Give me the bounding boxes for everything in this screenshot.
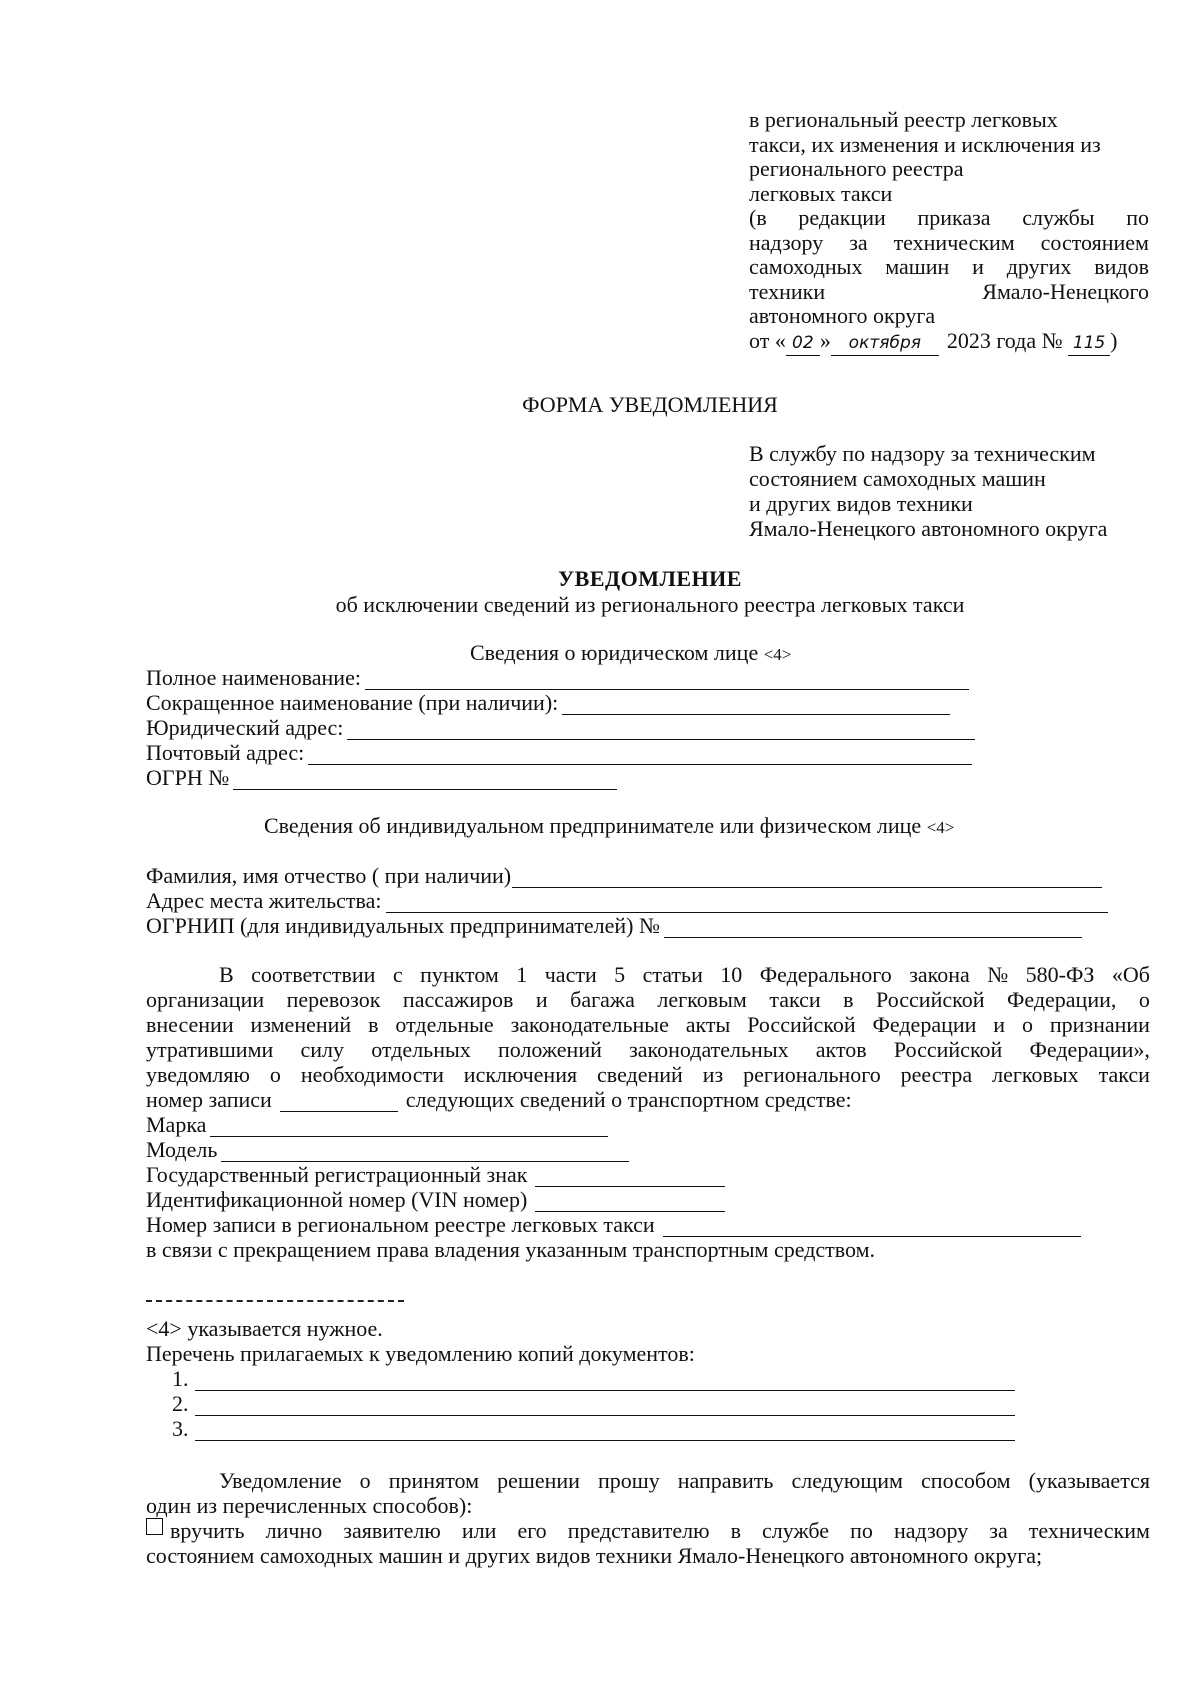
fio-blank[interactable] — [512, 868, 1102, 888]
word: самоходных — [749, 254, 863, 279]
ogrn-blank[interactable] — [233, 770, 617, 790]
word: необходимости — [300, 1062, 444, 1087]
brand-field[interactable] — [146, 1112, 608, 1137]
body-paragraph — [146, 962, 1150, 1087]
ogrn-label: ОГРН № — [146, 765, 230, 790]
date-number-handwritten: 115 — [1072, 332, 1106, 353]
word: его — [517, 1518, 547, 1543]
residence-address-blank[interactable] — [386, 893, 1108, 913]
model-blank[interactable] — [221, 1142, 629, 1162]
postal-address-blank[interactable] — [308, 745, 972, 765]
option-line-words — [170, 1518, 1150, 1543]
word: следующим — [791, 1468, 903, 1493]
word: В — [219, 962, 234, 987]
word: сведений — [597, 1062, 683, 1087]
word: 10 — [720, 962, 743, 987]
decision-line: один из перечисленных способов): — [146, 1493, 473, 1518]
word: Российской — [747, 1012, 856, 1037]
word: принятом — [388, 1468, 480, 1493]
word: такси — [1098, 1062, 1150, 1087]
attachment-item[interactable] — [172, 1416, 1015, 1441]
word: машин — [885, 254, 950, 279]
word: положений — [497, 1037, 602, 1062]
date-month-handwritten: октября — [848, 332, 921, 353]
word: службы — [1022, 205, 1095, 230]
header-line-justified — [749, 231, 1149, 256]
body-line — [146, 1012, 1150, 1037]
word: акты — [685, 1012, 731, 1037]
word: направить — [677, 1468, 774, 1493]
word: и — [993, 1012, 1006, 1037]
word: соответствии — [251, 962, 376, 987]
attachment-blank[interactable] — [195, 1421, 1015, 1441]
word: пассажиров — [402, 987, 514, 1012]
document-title: УВЕДОМЛЕНИЕ — [558, 566, 742, 591]
word: способом — [921, 1468, 1011, 1493]
word: признании — [1049, 1012, 1150, 1037]
body-line — [146, 987, 1150, 1012]
word: техники — [749, 278, 826, 304]
header-line: в региональный реестр легковых — [749, 107, 1058, 132]
full-name-label: Полное наименование: — [146, 665, 361, 690]
attachment-blank[interactable] — [195, 1371, 1015, 1391]
postal-address-field[interactable] — [146, 740, 972, 765]
word: или — [461, 1518, 497, 1543]
individual-heading-text: Сведения об индивидуальном предпринимателе или физическом лице — [264, 813, 922, 838]
short-name-label: Сокращенное наименование (при наличии): — [146, 690, 559, 715]
word: состоянием — [1040, 229, 1149, 255]
word: № — [987, 962, 1009, 987]
word: части — [544, 962, 597, 987]
date-year: 2023 года № — [946, 327, 1063, 353]
word: отдельные — [395, 1012, 494, 1037]
addressee-line: В службу по надзору за техническим — [749, 441, 1096, 466]
legal-address-label: Юридический адрес: — [146, 715, 344, 740]
word: силу — [300, 1037, 344, 1062]
legal-entity-heading — [470, 640, 791, 667]
brand-blank[interactable] — [210, 1117, 608, 1137]
word: реестра — [900, 1062, 973, 1087]
header-line: автономного округа — [749, 303, 936, 328]
word: за — [849, 229, 868, 255]
word: легковым — [657, 987, 747, 1012]
word: Федерального — [759, 962, 892, 987]
residence-address-field[interactable] — [146, 888, 1108, 913]
plate-label: Государственный регистрационный знак — [146, 1162, 528, 1187]
plate-blank[interactable] — [535, 1167, 725, 1187]
document-subtitle: об исключении сведений из регионального реестра легковых такси — [335, 592, 965, 617]
delivery-option[interactable] — [146, 1518, 1150, 1568]
option-line-first — [146, 1518, 1150, 1543]
record-number-blank[interactable] — [280, 1092, 398, 1112]
form-title: ФОРМА УВЕДОМЛЕНИЯ — [522, 392, 778, 417]
word: утратившими — [146, 1037, 274, 1062]
ogrnip-field[interactable] — [146, 913, 1082, 938]
word: вручить — [170, 1518, 245, 1543]
word: Федерации», — [1029, 1037, 1150, 1062]
short-name-blank[interactable] — [562, 695, 950, 715]
decision-line — [146, 1468, 1150, 1493]
word: (указывается — [1028, 1468, 1150, 1493]
full-name-blank[interactable] — [365, 670, 969, 690]
header-line-justified — [749, 255, 1149, 280]
word: и — [535, 987, 548, 1012]
word: в — [843, 987, 854, 1012]
header-block — [749, 108, 1149, 356]
record-number-line — [146, 1087, 852, 1112]
addressee-line: и других видов техники — [749, 491, 973, 516]
date-day-handwritten: 02 — [792, 332, 814, 353]
word: других — [1006, 254, 1072, 279]
word: заявителю — [343, 1518, 441, 1543]
attachment-item[interactable] — [172, 1366, 1015, 1391]
fio-field[interactable] — [146, 863, 1102, 888]
word: багажа — [570, 987, 635, 1012]
word: 580-ФЗ — [1025, 962, 1095, 987]
individual-note: <4> — [926, 818, 955, 837]
header-line: такси, их изменения и исключения из — [749, 131, 1101, 157]
word: с — [392, 962, 403, 987]
option-line: состоянием самоходных машин и других видов техники Ямало-Ненецкого автономного округа; — [146, 1543, 1043, 1568]
footnote-divider — [146, 1300, 404, 1302]
header-date-line — [749, 329, 1149, 357]
word: «Об — [1111, 962, 1150, 987]
word: актов — [815, 1037, 867, 1062]
word: о — [1021, 1012, 1033, 1037]
date-day-field — [786, 329, 820, 357]
vin-blank[interactable] — [535, 1192, 725, 1212]
word: по — [850, 1518, 873, 1543]
word: организации — [146, 987, 265, 1012]
model-label: Модель — [146, 1137, 218, 1162]
word: Ямало-Ненецкого — [982, 278, 1149, 304]
word: представителю — [567, 1518, 710, 1543]
registry-record-field[interactable] — [146, 1212, 1081, 1237]
attachment-number: 3. — [172, 1416, 189, 1441]
fio-label: Фамилия, имя отчество ( при наличии) — [146, 863, 512, 888]
header-line-justified — [749, 280, 1149, 305]
date-month-field — [831, 329, 939, 357]
word: законодательных — [629, 1037, 789, 1062]
word: 5 — [614, 962, 626, 987]
vin-field[interactable] — [146, 1187, 725, 1212]
body-line — [146, 1037, 1150, 1062]
plate-field[interactable] — [146, 1162, 725, 1187]
word: видов — [1094, 254, 1149, 279]
word: за — [989, 1518, 1008, 1543]
footnote: <4> указывается нужное. — [146, 1316, 383, 1341]
vin-label: Идентификационной номер (VIN номер) — [146, 1187, 528, 1212]
word: внесении — [146, 1012, 234, 1037]
date-number-field — [1068, 329, 1110, 357]
word: Федерации, — [1006, 987, 1117, 1012]
word: регионального — [743, 1062, 881, 1087]
legal-entity-heading-text: Сведения о юридическом лице — [470, 640, 759, 665]
attachment-number: 1. — [172, 1366, 189, 1391]
header-line: легковых такси — [749, 180, 893, 206]
record-prefix: номер записи — [146, 1087, 272, 1112]
word: перевозок — [286, 987, 381, 1012]
word: изменений — [250, 1012, 352, 1037]
word: 1 — [516, 962, 528, 987]
residence-address-label: Адрес места жительства: — [146, 888, 382, 913]
word: прошу — [597, 1468, 660, 1493]
attachment-number: 2. — [172, 1391, 189, 1416]
word: пунктом — [420, 962, 499, 987]
addressee-line: Ямало-Ненецкого автономного округа — [749, 516, 1108, 541]
ogrnip-blank[interactable] — [664, 918, 1082, 938]
postal-address-label: Почтовый адрес: — [146, 740, 305, 765]
attachment-blank[interactable] — [195, 1396, 1015, 1416]
header-line-justified — [749, 206, 1149, 231]
word: надзору — [893, 1518, 969, 1543]
word: уведомляю — [146, 1062, 250, 1087]
date-suffix: ) — [1110, 327, 1118, 353]
word: законодательные — [510, 1012, 669, 1037]
word: о — [1138, 987, 1150, 1012]
word: Российской — [876, 987, 985, 1012]
legal-address-blank[interactable] — [347, 720, 975, 740]
word: отдельных — [371, 1037, 471, 1062]
word: Российской — [893, 1037, 1003, 1062]
addressee-block — [749, 441, 1107, 541]
word: исключения — [463, 1062, 578, 1087]
word: статьи — [642, 962, 703, 987]
word: надзору — [749, 229, 824, 255]
model-field[interactable] — [146, 1137, 629, 1162]
word: и — [972, 254, 984, 279]
word: приказа — [917, 205, 991, 230]
word: по — [1126, 205, 1149, 230]
word: лично — [265, 1518, 323, 1543]
body-line — [146, 962, 1150, 987]
word: легковых — [992, 1062, 1079, 1087]
brand-label: Марка — [146, 1112, 207, 1137]
word: Федерации — [872, 1012, 977, 1037]
legal-entity-note: <4> — [763, 645, 792, 664]
attachments-heading: Перечень прилагаемых к уведомлению копий документов: — [146, 1341, 695, 1366]
body-line — [146, 1062, 1150, 1087]
short-name-field[interactable] — [146, 690, 950, 715]
legal-address-field[interactable] — [146, 715, 975, 740]
word: о — [269, 1062, 281, 1087]
addressee-line: состоянием самоходных машин — [749, 466, 1046, 491]
word: редакции — [798, 205, 886, 230]
word: (в — [749, 205, 767, 230]
header-line: регионального реестра — [749, 156, 964, 181]
registry-record-blank[interactable] — [663, 1217, 1081, 1237]
word: службе — [762, 1518, 830, 1543]
word: такси — [769, 987, 821, 1012]
word: закона — [909, 962, 970, 987]
record-suffix: следующих сведений о транспортном средстве: — [405, 1087, 852, 1112]
word: решении — [497, 1468, 580, 1493]
registry-record-label: Номер записи в региональном реестре легковых такси — [146, 1212, 655, 1237]
word: в — [368, 1012, 379, 1037]
full-name-field[interactable] — [146, 665, 969, 690]
word: техническим — [893, 229, 1015, 255]
individual-heading — [264, 813, 954, 840]
word: техническим — [1028, 1518, 1150, 1543]
ogrn-field[interactable] — [146, 765, 617, 790]
decision-paragraph — [146, 1468, 1150, 1518]
ogrnip-label: ОГРНИП (для индивидуальных предпринимателей) № — [146, 913, 660, 938]
word: о — [359, 1468, 371, 1493]
date-prefix: от « — [749, 327, 786, 353]
word: из — [702, 1062, 724, 1087]
closing-line: в связи с прекращением права владения указанным транспортным средством. — [146, 1237, 876, 1262]
date-mid: » — [819, 327, 831, 353]
word: в — [730, 1518, 741, 1543]
attachment-item[interactable] — [172, 1391, 1015, 1416]
option-checkbox[interactable] — [146, 1518, 163, 1535]
word: Уведомление — [219, 1468, 342, 1493]
